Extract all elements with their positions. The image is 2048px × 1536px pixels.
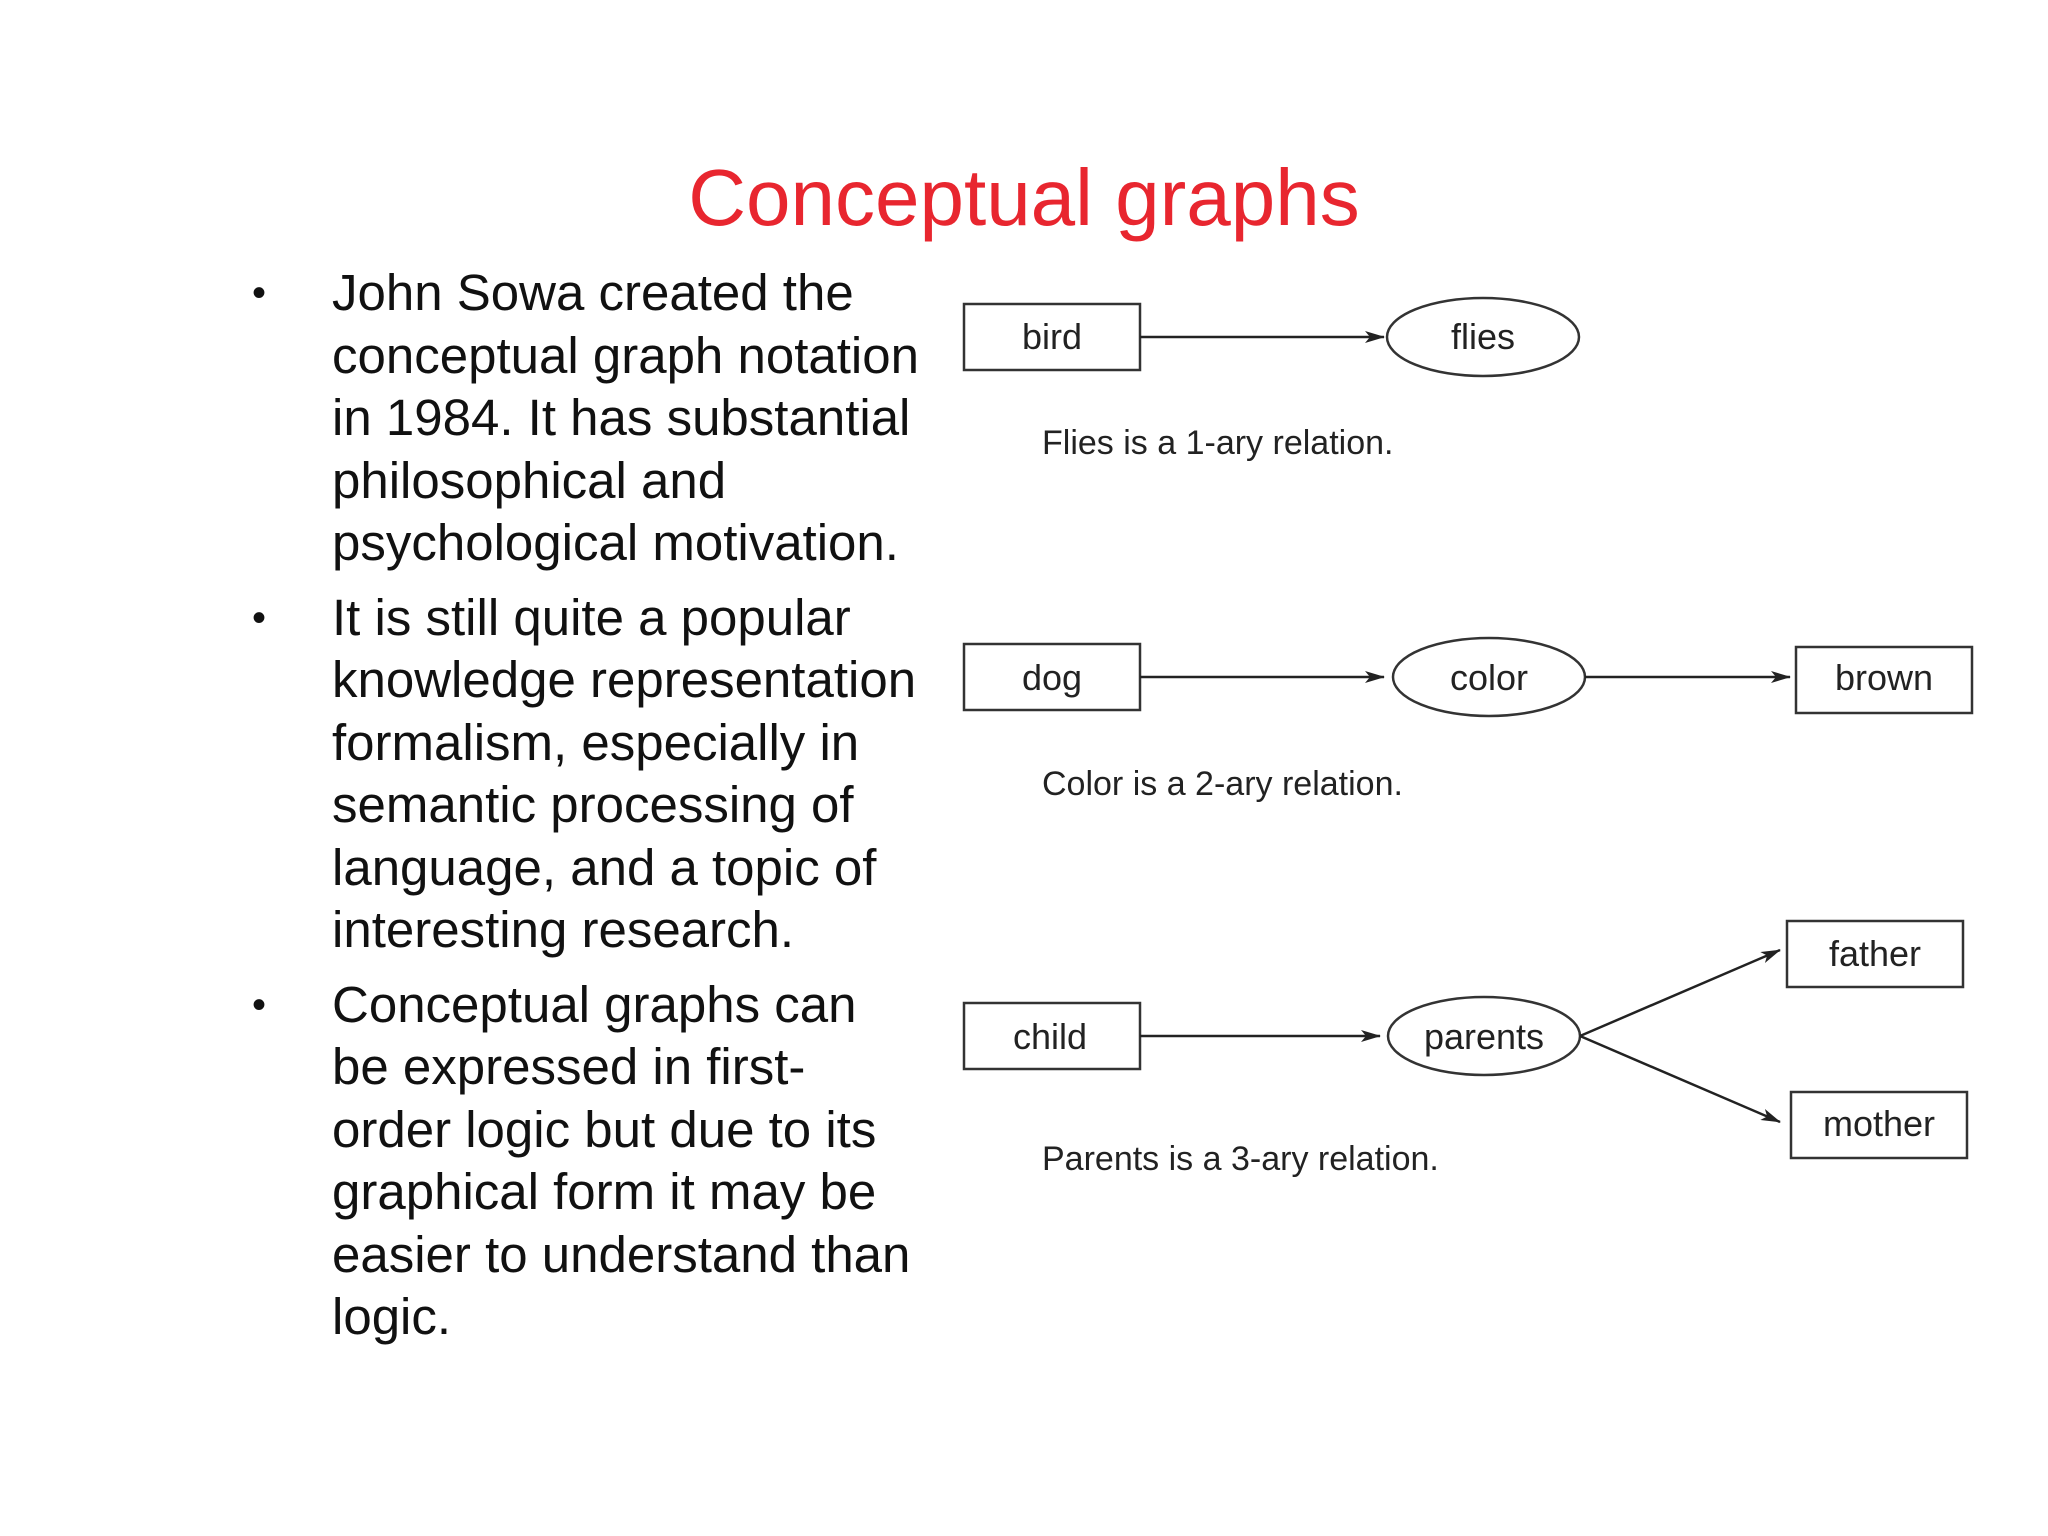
concept-label-bird: bird [1021,316,1083,357]
caption-graph-3: Parents is a 3-ary relation. [1042,1140,1439,1178]
bullet-text: John Sowa created the conceptual graph notation in 1984. It has substantial philosophical and psychological motivation. [332,264,919,571]
arc-parents-mother [1580,1036,1780,1122]
bullet-mark: • [252,595,267,640]
caption-graph-1: Flies is a 1-ary relation. [1042,424,1394,462]
relation-label-parents: parents [1423,1016,1545,1057]
concept-label-child: child [1012,1016,1088,1057]
relation-label-color: color [1449,657,1529,698]
bullet-text: Conceptual graphs can be expressed in first-order logic but due to its graphical form it may be easier to understand than logic. [332,975,911,1345]
arc-parents-father [1580,950,1780,1036]
relation-label-flies: flies [1450,316,1516,357]
concept-label-mother: mother [1822,1103,1936,1144]
slide-title: Conceptual graphs [688,153,1360,242]
graph-1 [964,298,1579,462]
graph-2 [964,638,1972,803]
concept-label-dog: dog [1021,657,1083,698]
bullet-text: It is still quite a popular knowledge representation formalism, especially in semantic processing of language, and a topic of interesting research. [332,588,917,958]
concept-label-brown: brown [1834,657,1934,698]
caption-graph-2: Color is a 2-ary relation. [1042,765,1403,803]
bullet-mark: • [252,982,267,1027]
concept-label-father: father [1828,933,1922,974]
graph-3 [964,921,1967,1178]
bullet-mark: • [252,271,267,315]
